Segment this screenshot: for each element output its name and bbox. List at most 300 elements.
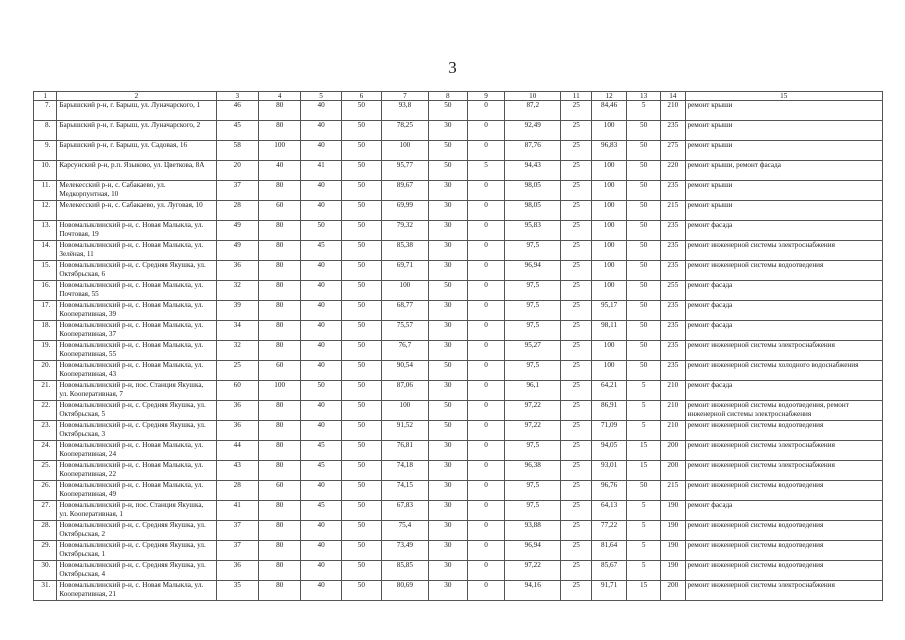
value-cell: 94,43	[505, 161, 561, 181]
value-cell: 25	[561, 361, 592, 381]
value-cell: 46	[216, 101, 258, 121]
total-cell: 235	[661, 341, 685, 361]
value-cell: 5	[627, 501, 661, 521]
value-cell: 37	[216, 541, 258, 561]
total-cell: 200	[661, 461, 685, 481]
value-cell: 50	[627, 301, 661, 321]
value-cell: 85,85	[382, 561, 429, 581]
value-cell: 0	[467, 261, 504, 281]
value-cell: 25	[216, 361, 258, 381]
value-cell: 30	[428, 541, 467, 561]
value-cell: 0	[467, 301, 504, 321]
work-type-cell: ремонт инженерной системы холодного водоснабжения	[685, 361, 883, 381]
value-cell: 50	[428, 281, 467, 301]
value-cell: 40	[301, 401, 341, 421]
value-cell: 25	[561, 141, 592, 161]
value-cell: 5	[627, 421, 661, 441]
total-cell: 235	[661, 181, 685, 201]
value-cell: 96,1	[505, 381, 561, 401]
value-cell: 78,25	[382, 121, 429, 141]
value-cell: 98,05	[505, 201, 561, 221]
value-cell: 100	[592, 121, 627, 141]
value-cell: 93,8	[382, 101, 429, 121]
work-type-cell: ремонт крыши, ремонт фасада	[685, 161, 883, 181]
value-cell: 80	[258, 561, 300, 581]
value-cell: 36	[216, 261, 258, 281]
column-header: 1	[34, 92, 57, 101]
column-header: 5	[301, 92, 341, 101]
work-type-cell: ремонт фасада	[685, 381, 883, 401]
value-cell: 0	[467, 321, 504, 341]
value-cell: 50	[341, 381, 381, 401]
total-cell: 235	[661, 301, 685, 321]
value-cell: 100	[258, 141, 300, 161]
value-cell: 97,5	[505, 481, 561, 501]
value-cell: 41	[301, 161, 341, 181]
value-cell: 84,46	[592, 101, 627, 121]
value-cell: 40	[301, 281, 341, 301]
value-cell: 50	[341, 221, 381, 241]
table-row	[34, 401, 883, 421]
work-type-cell: ремонт инженерной системы водоотведения	[685, 521, 883, 541]
address-cell: Новомалыклинский р-н, с. Новая Малыкла, ул. Кооперативная, 49	[57, 481, 216, 501]
value-cell: 67,83	[382, 501, 429, 521]
address-cell: Новомалыклинский р-н, с. Средняя Якушка, ул. Октябрьская, 6	[57, 261, 216, 281]
header-row	[34, 92, 883, 101]
value-cell: 32	[216, 341, 258, 361]
value-cell: 74,15	[382, 481, 429, 501]
value-cell: 50	[341, 521, 381, 541]
total-cell: 190	[661, 541, 685, 561]
value-cell: 0	[467, 561, 504, 581]
column-header: 2	[57, 92, 216, 101]
value-cell: 100	[592, 201, 627, 221]
total-cell: 275	[661, 141, 685, 161]
row-number: 12.	[34, 201, 57, 221]
value-cell: 100	[382, 141, 429, 161]
value-cell: 37	[216, 521, 258, 541]
value-cell: 25	[561, 301, 592, 321]
work-type-cell: ремонт инженерной системы водоотведения	[685, 421, 883, 441]
value-cell: 75,57	[382, 321, 429, 341]
value-cell: 50	[627, 361, 661, 381]
value-cell: 25	[561, 521, 592, 541]
address-cell: Новомалыклинский р-н, с. Новая Малыкла, ул. Кооперативная, 22	[57, 461, 216, 481]
value-cell: 58	[216, 141, 258, 161]
value-cell: 71,09	[592, 421, 627, 441]
row-number: 27.	[34, 501, 57, 521]
work-type-cell: ремонт крыши	[685, 141, 883, 161]
value-cell: 97,5	[505, 501, 561, 521]
value-cell: 50	[341, 501, 381, 521]
value-cell: 93,88	[505, 521, 561, 541]
table-row	[34, 541, 883, 561]
value-cell: 30	[428, 301, 467, 321]
value-cell: 20	[216, 161, 258, 181]
value-cell: 76,7	[382, 341, 429, 361]
value-cell: 45	[301, 501, 341, 521]
table-row	[34, 141, 883, 161]
value-cell: 0	[467, 121, 504, 141]
value-cell: 0	[467, 101, 504, 121]
value-cell: 49	[216, 221, 258, 241]
address-cell: Новомалыклинский р-н, с. Средняя Якушка, ул. Октябрьская, 1	[57, 541, 216, 561]
total-cell: 200	[661, 581, 685, 601]
value-cell: 30	[428, 121, 467, 141]
row-number: 8.	[34, 121, 57, 141]
value-cell: 50	[428, 101, 467, 121]
value-cell: 25	[561, 561, 592, 581]
value-cell: 50	[341, 241, 381, 261]
value-cell: 81,64	[592, 541, 627, 561]
value-cell: 80	[258, 501, 300, 521]
row-number: 24.	[34, 441, 57, 461]
value-cell: 25	[561, 341, 592, 361]
total-cell: 255	[661, 281, 685, 301]
value-cell: 45	[216, 121, 258, 141]
value-cell: 87,2	[505, 101, 561, 121]
column-header: 7	[382, 92, 429, 101]
value-cell: 5	[627, 521, 661, 541]
column-header: 8	[428, 92, 467, 101]
value-cell: 91,71	[592, 581, 627, 601]
value-cell: 96,83	[592, 141, 627, 161]
value-cell: 0	[467, 441, 504, 461]
value-cell: 32	[216, 281, 258, 301]
work-type-cell: ремонт крыши	[685, 201, 883, 221]
value-cell: 50	[428, 141, 467, 161]
value-cell: 100	[592, 361, 627, 381]
table-row	[34, 261, 883, 281]
value-cell: 50	[301, 221, 341, 241]
value-cell: 30	[428, 321, 467, 341]
value-cell: 50	[428, 161, 467, 181]
total-cell: 235	[661, 361, 685, 381]
table-row	[34, 561, 883, 581]
value-cell: 25	[561, 281, 592, 301]
row-number: 30.	[34, 561, 57, 581]
value-cell: 30	[428, 381, 467, 401]
value-cell: 50	[627, 181, 661, 201]
row-number: 18.	[34, 321, 57, 341]
address-cell: Новомалыклинский р-н, с. Новая Малыкла, ул. Кооперативная, 21	[57, 581, 216, 601]
value-cell: 25	[561, 201, 592, 221]
value-cell: 0	[467, 501, 504, 521]
value-cell: 100	[592, 161, 627, 181]
column-header: 6	[341, 92, 381, 101]
value-cell: 30	[428, 481, 467, 501]
work-type-cell: ремонт крыши	[685, 121, 883, 141]
value-cell: 40	[301, 541, 341, 561]
value-cell: 80	[258, 181, 300, 201]
column-header: 12	[592, 92, 627, 101]
value-cell: 50	[341, 441, 381, 461]
value-cell: 95,77	[382, 161, 429, 181]
work-type-cell: ремонт инженерной системы электроснабжения	[685, 461, 883, 481]
value-cell: 95,27	[505, 341, 561, 361]
column-header: 13	[627, 92, 661, 101]
value-cell: 100	[592, 341, 627, 361]
total-cell: 200	[661, 441, 685, 461]
address-cell: Новомалыклинский р-н, с. Средняя Якушка, ул. Октябрьская, 4	[57, 561, 216, 581]
value-cell: 40	[258, 161, 300, 181]
value-cell: 100	[258, 381, 300, 401]
address-cell: Барышский р-н, г. Барыш, ул. Садовая, 16	[57, 141, 216, 161]
value-cell: 36	[216, 561, 258, 581]
value-cell: 5	[627, 101, 661, 121]
value-cell: 94,16	[505, 581, 561, 601]
value-cell: 40	[301, 341, 341, 361]
work-type-cell: ремонт инженерной системы электроснабжения	[685, 581, 883, 601]
value-cell: 50	[428, 401, 467, 421]
value-cell: 40	[301, 481, 341, 501]
work-type-cell: ремонт фасада	[685, 501, 883, 521]
work-type-cell: ремонт инженерной системы электроснабжения	[685, 441, 883, 461]
value-cell: 0	[467, 341, 504, 361]
value-cell: 50	[428, 421, 467, 441]
value-cell: 100	[382, 401, 429, 421]
value-cell: 25	[561, 241, 592, 261]
value-cell: 40	[301, 561, 341, 581]
work-type-cell: ремонт инженерной системы водоотведения	[685, 561, 883, 581]
value-cell: 40	[301, 121, 341, 141]
address-cell: Барышский р-н, г. Барыш, ул. Луначарского, 1	[57, 101, 216, 121]
value-cell: 45	[301, 461, 341, 481]
address-cell: Новомалыклинский р-н, с. Новая Малыкла, ул. Кооперативная, 37	[57, 321, 216, 341]
address-cell: Новомалыклинский р-н, с. Новая Малыкла, ул. Зелёная, 11	[57, 241, 216, 261]
value-cell: 0	[467, 421, 504, 441]
column-header: 3	[216, 92, 258, 101]
total-cell: 215	[661, 201, 685, 221]
value-cell: 15	[627, 581, 661, 601]
value-cell: 96,94	[505, 541, 561, 561]
value-cell: 44	[216, 441, 258, 461]
value-cell: 86,91	[592, 401, 627, 421]
value-cell: 40	[301, 141, 341, 161]
row-number: 22.	[34, 401, 57, 421]
value-cell: 80	[258, 461, 300, 481]
table-row	[34, 181, 883, 201]
value-cell: 80	[258, 321, 300, 341]
total-cell: 235	[661, 321, 685, 341]
value-cell: 45	[301, 441, 341, 461]
value-cell: 50	[341, 561, 381, 581]
table-row	[34, 441, 883, 461]
value-cell: 0	[467, 521, 504, 541]
value-cell: 93,01	[592, 461, 627, 481]
value-cell: 64,21	[592, 381, 627, 401]
table-row	[34, 581, 883, 601]
value-cell: 97,5	[505, 301, 561, 321]
value-cell: 0	[467, 541, 504, 561]
value-cell: 50	[341, 541, 381, 561]
value-cell: 80	[258, 261, 300, 281]
address-cell: Новомалыклинский р-н, с. Средняя Якушка, ул. Октябрьская, 5	[57, 401, 216, 421]
row-number: 11.	[34, 181, 57, 201]
value-cell: 85,67	[592, 561, 627, 581]
value-cell: 90,54	[382, 361, 429, 381]
table-row	[34, 421, 883, 441]
value-cell: 100	[592, 241, 627, 261]
row-number: 13.	[34, 221, 57, 241]
work-type-cell: ремонт фасада	[685, 221, 883, 241]
value-cell: 50	[341, 481, 381, 501]
value-cell: 49	[216, 241, 258, 261]
work-type-cell: ремонт фасада	[685, 281, 883, 301]
row-number: 14.	[34, 241, 57, 261]
address-cell: Новомалыклинский р-н, пос. Станция Якушка, ул. Кооперативная, 7	[57, 381, 216, 401]
address-cell: Мелекесский р-н, с. Сабакаево, ул. Луговая, 10	[57, 201, 216, 221]
address-cell: Новомалыклинский р-н, с. Средняя Якушка, ул. Октябрьская, 3	[57, 421, 216, 441]
value-cell: 5	[627, 381, 661, 401]
value-cell: 80	[258, 581, 300, 601]
value-cell: 0	[467, 461, 504, 481]
value-cell: 97,5	[505, 441, 561, 461]
work-type-cell: ремонт крыши	[685, 101, 883, 121]
row-number: 29.	[34, 541, 57, 561]
value-cell: 96,76	[592, 481, 627, 501]
address-cell: Барышский р-н, г. Барыш, ул. Луначарского, 2	[57, 121, 216, 141]
work-type-cell: ремонт инженерной системы электроснабжения	[685, 341, 883, 361]
address-cell: Новомалыклинский р-н, с. Новая Малыкла, ул. Почтовая, 19	[57, 221, 216, 241]
value-cell: 0	[467, 401, 504, 421]
total-cell: 190	[661, 521, 685, 541]
value-cell: 36	[216, 401, 258, 421]
value-cell: 25	[561, 461, 592, 481]
column-header: 9	[467, 92, 504, 101]
table-row	[34, 461, 883, 481]
total-cell: 210	[661, 101, 685, 121]
value-cell: 64,13	[592, 501, 627, 521]
value-cell: 50	[627, 161, 661, 181]
value-cell: 85,38	[382, 241, 429, 261]
value-cell: 50	[428, 361, 467, 381]
value-cell: 50	[341, 201, 381, 221]
value-cell: 97,22	[505, 401, 561, 421]
value-cell: 60	[216, 381, 258, 401]
total-cell: 235	[661, 241, 685, 261]
value-cell: 74,18	[382, 461, 429, 481]
value-cell: 92,49	[505, 121, 561, 141]
value-cell: 40	[301, 361, 341, 381]
value-cell: 40	[301, 201, 341, 221]
row-number: 7.	[34, 101, 57, 121]
value-cell: 50	[627, 281, 661, 301]
value-cell: 0	[467, 481, 504, 501]
value-cell: 30	[428, 561, 467, 581]
row-number: 16.	[34, 281, 57, 301]
value-cell: 77,22	[592, 521, 627, 541]
value-cell: 100	[592, 281, 627, 301]
value-cell: 40	[301, 321, 341, 341]
table-row	[34, 201, 883, 221]
row-number: 21.	[34, 381, 57, 401]
total-cell: 210	[661, 381, 685, 401]
value-cell: 60	[258, 481, 300, 501]
value-cell: 97,5	[505, 361, 561, 381]
value-cell: 80	[258, 101, 300, 121]
value-cell: 30	[428, 201, 467, 221]
value-cell: 73,49	[382, 541, 429, 561]
value-cell: 25	[561, 421, 592, 441]
value-cell: 60	[258, 201, 300, 221]
value-cell: 28	[216, 481, 258, 501]
table-row	[34, 381, 883, 401]
value-cell: 80	[258, 441, 300, 461]
value-cell: 80	[258, 121, 300, 141]
address-cell: Новомалыклинский р-н, с. Средняя Якушка, ул. Октябрьская, 2	[57, 521, 216, 541]
value-cell: 30	[428, 181, 467, 201]
value-cell: 30	[428, 521, 467, 541]
row-number: 28.	[34, 521, 57, 541]
value-cell: 50	[627, 221, 661, 241]
work-type-cell: ремонт инженерной системы электроснабжения	[685, 241, 883, 261]
value-cell: 80,69	[382, 581, 429, 601]
value-cell: 40	[301, 181, 341, 201]
value-cell: 98,05	[505, 181, 561, 201]
value-cell: 50	[341, 341, 381, 361]
value-cell: 96,38	[505, 461, 561, 481]
value-cell: 5	[627, 561, 661, 581]
value-cell: 79,32	[382, 221, 429, 241]
value-cell: 0	[467, 281, 504, 301]
value-cell: 50	[341, 581, 381, 601]
value-cell: 95,17	[592, 301, 627, 321]
value-cell: 0	[467, 361, 504, 381]
value-cell: 25	[561, 181, 592, 201]
row-number: 25.	[34, 461, 57, 481]
value-cell: 98,11	[592, 321, 627, 341]
value-cell: 100	[382, 281, 429, 301]
work-type-cell: ремонт фасада	[685, 321, 883, 341]
address-cell: Мелекесский р-н, с. Сабакаево, ул. Медкорпунтная, 10	[57, 181, 216, 201]
value-cell: 50	[341, 181, 381, 201]
value-cell: 5	[467, 161, 504, 181]
value-cell: 15	[627, 461, 661, 481]
value-cell: 39	[216, 301, 258, 321]
value-cell: 50	[627, 241, 661, 261]
value-cell: 87,06	[382, 381, 429, 401]
value-cell: 97,22	[505, 561, 561, 581]
value-cell: 40	[301, 421, 341, 441]
value-cell: 45	[301, 241, 341, 261]
value-cell: 100	[592, 261, 627, 281]
value-cell: 0	[467, 221, 504, 241]
value-cell: 50	[627, 121, 661, 141]
value-cell: 30	[428, 461, 467, 481]
page-number: 3	[448, 58, 457, 77]
address-cell: Новомалыклинский р-н, пос. Станция Якушка, ул. Кооперативная, 1	[57, 501, 216, 521]
column-header: 15	[685, 92, 883, 101]
row-number: 31.	[34, 581, 57, 601]
total-cell: 220	[661, 161, 685, 181]
value-cell: 95,83	[505, 221, 561, 241]
address-cell: Новомалыклинский р-н, с. Новая Малыкла, ул. Кооперативная, 43	[57, 361, 216, 381]
value-cell: 50	[341, 421, 381, 441]
column-header: 14	[661, 92, 685, 101]
value-cell: 96,94	[505, 261, 561, 281]
work-type-cell: ремонт крыши	[685, 181, 883, 201]
value-cell: 80	[258, 401, 300, 421]
value-cell: 80	[258, 521, 300, 541]
value-cell: 43	[216, 461, 258, 481]
value-cell: 25	[561, 121, 592, 141]
address-cell: Новомалыклинский р-н, с. Новая Малыкла, ул. Кооперативная, 39	[57, 301, 216, 321]
value-cell: 50	[341, 361, 381, 381]
value-cell: 50	[341, 121, 381, 141]
value-cell: 97,5	[505, 241, 561, 261]
value-cell: 50	[341, 301, 381, 321]
